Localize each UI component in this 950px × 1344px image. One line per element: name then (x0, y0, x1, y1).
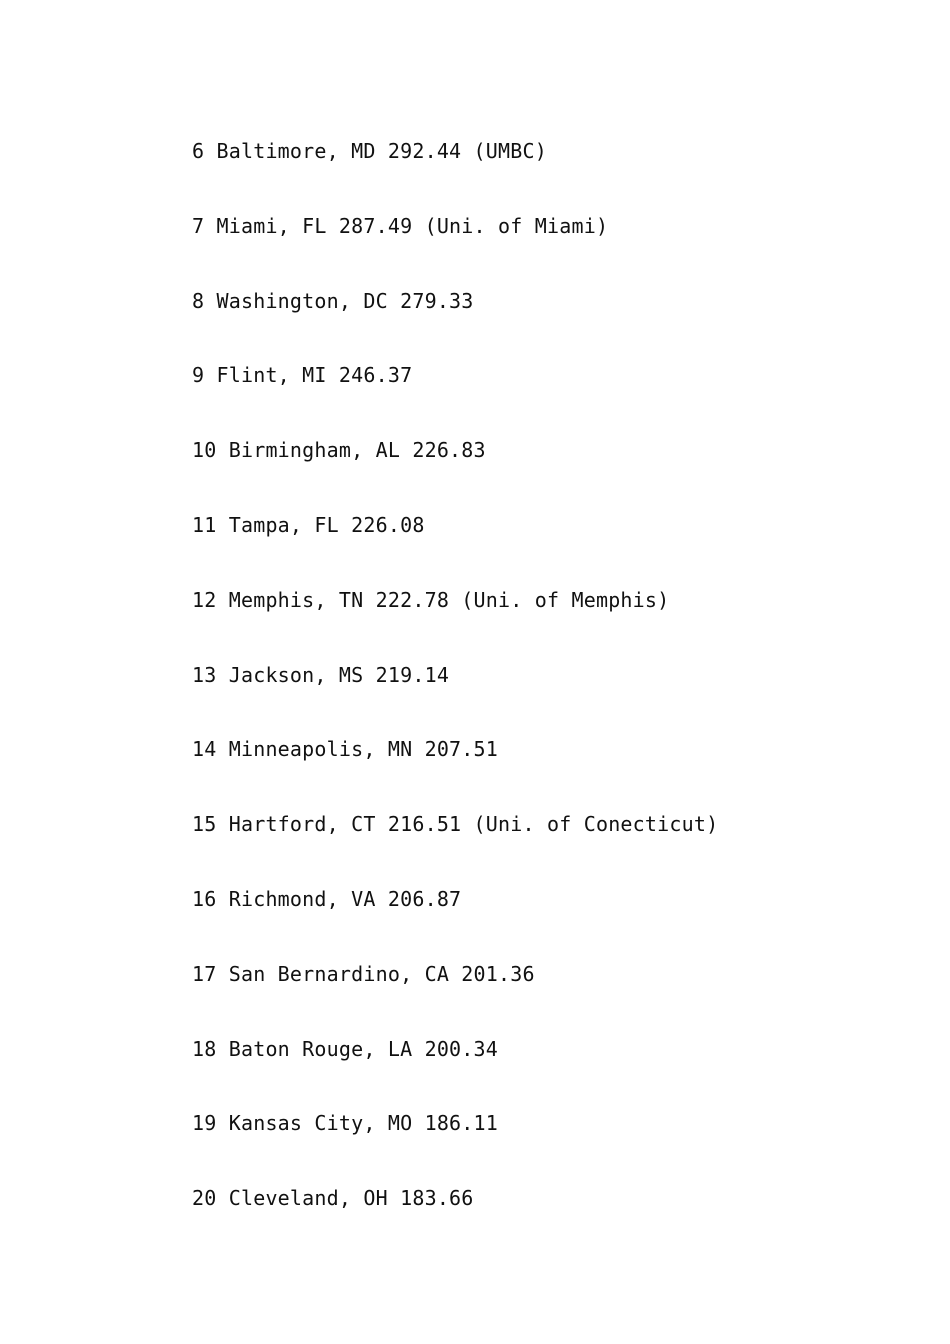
list-item: 19 Kansas City, MO 186.11 (192, 1111, 499, 1136)
list-item: 12 Memphis, TN 222.78 (Uni. of Memphis) (192, 587, 670, 612)
list-item: 15 Hartford, CT 216.51 (Uni. of Conecticut) (192, 812, 719, 837)
list-item: 7 Miami, FL 287.49 (Uni. of Miami) (192, 213, 609, 238)
list-item: 18 Baton Rouge, LA 200.34 (192, 1036, 499, 1061)
list-item: 20 Cleveland, OH 183.66 (192, 1186, 474, 1211)
list-item: 16 Richmond, VA 206.87 (192, 886, 462, 911)
ranking-list (192, 133, 718, 1255)
list-item: 11 Tampa, FL 226.08 (192, 512, 425, 537)
list-item: 10 Birmingham, AL 226.83 (192, 438, 486, 463)
list-item: 9 Flint, MI 246.37 (192, 363, 413, 388)
list-item: 13 Jackson, MS 219.14 (192, 662, 450, 687)
list-item: 14 Minneapolis, MN 207.51 (192, 737, 499, 762)
list-item: 6 Baltimore, MD 292.44 (UMBC) (192, 139, 547, 163)
list-item: 17 San Bernardino, CA 201.36 (192, 961, 535, 986)
list-item: 8 Washington, DC 279.33 (192, 288, 474, 313)
